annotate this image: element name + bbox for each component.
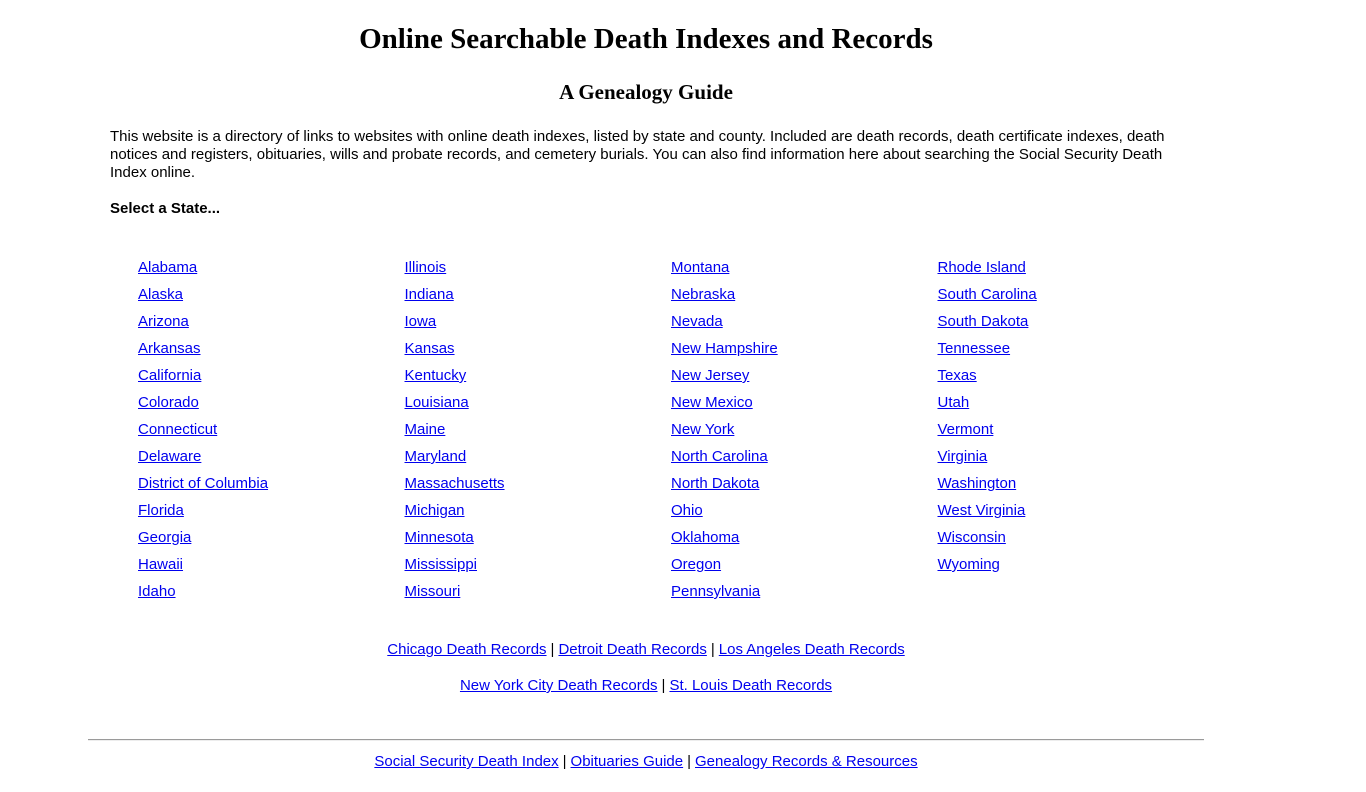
- state-link-montana[interactable]: Montana: [671, 259, 730, 276]
- state-link-north-carolina[interactable]: North Carolina: [671, 448, 768, 465]
- state-link-georgia[interactable]: Georgia: [138, 529, 192, 546]
- state-link-ohio[interactable]: Ohio: [671, 502, 703, 519]
- state-link-connecticut[interactable]: Connecticut: [138, 421, 218, 438]
- state-link-indiana[interactable]: Indiana: [404, 286, 454, 303]
- state-link-washington[interactable]: Washington: [937, 475, 1017, 492]
- state-row: [138, 335, 405, 362]
- state-row: [138, 308, 405, 335]
- state-row: [138, 389, 405, 416]
- state-row: [138, 524, 405, 551]
- state-row: [405, 254, 672, 281]
- state-link-new-hampshire[interactable]: New Hampshire: [671, 340, 778, 357]
- select-state-heading: Select a State...: [110, 200, 221, 217]
- state-link-mississippi[interactable]: Mississippi: [404, 556, 478, 573]
- state-link-new-mexico[interactable]: New Mexico: [671, 394, 753, 411]
- state-row: [938, 335, 1205, 362]
- city-link-detroit[interactable]: Detroit Death Records: [558, 641, 707, 658]
- state-link-north-dakota[interactable]: North Dakota: [671, 475, 760, 492]
- state-row: [405, 551, 672, 578]
- state-row: [138, 443, 405, 470]
- state-row: [405, 524, 672, 551]
- state-row: [405, 578, 672, 605]
- state-row: [138, 551, 405, 578]
- state-link-wyoming[interactable]: Wyoming: [937, 556, 1000, 573]
- state-row: [938, 497, 1205, 524]
- state-link-kansas[interactable]: Kansas: [404, 340, 455, 357]
- state-link-idaho[interactable]: Idaho: [138, 583, 176, 600]
- state-link-nevada[interactable]: Nevada: [671, 313, 723, 330]
- state-row: [138, 254, 405, 281]
- state-link-missouri[interactable]: Missouri: [404, 583, 461, 600]
- state-link-maryland[interactable]: Maryland: [404, 448, 467, 465]
- state-link-west-virginia[interactable]: West Virginia: [937, 502, 1026, 519]
- footer-link-social-security-death-index[interactable]: Social Security Death Index: [374, 753, 559, 770]
- state-row: [405, 281, 672, 308]
- state-row: [671, 281, 938, 308]
- separator: |: [562, 753, 567, 770]
- state-link-virginia[interactable]: Virginia: [937, 448, 988, 465]
- separator: |: [687, 753, 691, 770]
- state-row: [405, 335, 672, 362]
- state-column-1: [138, 254, 405, 605]
- page-subtitle: A Genealogy Guide: [559, 80, 733, 104]
- footer-link-obituaries-guide[interactable]: Obituaries Guide: [570, 753, 684, 770]
- footer-link-genealogy-records-resources[interactable]: Genealogy Records & Resources: [695, 753, 918, 770]
- state-row: [938, 470, 1205, 497]
- state-link-tennessee[interactable]: Tennessee: [937, 340, 1011, 357]
- state-row: [671, 308, 938, 335]
- state-link-hawaii[interactable]: Hawaii: [138, 556, 184, 573]
- intro-paragraph: This website is a directory of links to websites with online death indexes, listed by state and county. Included are death records, death certificate indexes, death notices and registers, obituaries, wills and probate records, and cemetery burials. You can also find information here about searching the Social Security Death Index online.: [110, 128, 1165, 181]
- state-link-district-of-columbia[interactable]: District of Columbia: [138, 475, 269, 492]
- state-link-oklahoma[interactable]: Oklahoma: [671, 529, 740, 546]
- state-row: [405, 470, 672, 497]
- state-link-wisconsin[interactable]: Wisconsin: [937, 529, 1006, 546]
- state-column-3: [671, 254, 938, 605]
- state-link-california[interactable]: California: [138, 367, 202, 384]
- state-row: [938, 389, 1205, 416]
- state-link-delaware[interactable]: Delaware: [138, 448, 202, 465]
- separator: |: [710, 641, 715, 658]
- state-link-alaska[interactable]: Alaska: [138, 286, 184, 303]
- state-link-south-carolina[interactable]: South Carolina: [937, 286, 1037, 303]
- state-link-colorado[interactable]: Colorado: [138, 394, 199, 411]
- state-row: [671, 551, 938, 578]
- state-link-pennsylvania[interactable]: Pennsylvania: [671, 583, 761, 600]
- state-row: [405, 308, 672, 335]
- city-links-row-1: [88, 641, 1204, 659]
- state-row: [938, 362, 1205, 389]
- state-link-utah[interactable]: Utah: [937, 394, 970, 411]
- state-link-arizona[interactable]: Arizona: [138, 313, 189, 330]
- state-row: [138, 578, 405, 605]
- state-row: [671, 524, 938, 551]
- state-row: [938, 416, 1205, 443]
- state-row: [405, 362, 672, 389]
- state-row: [671, 470, 938, 497]
- state-row: [671, 443, 938, 470]
- state-row: [938, 254, 1205, 281]
- state-link-iowa[interactable]: Iowa: [404, 313, 437, 330]
- city-link-los-angeles[interactable]: Los Angeles Death Records: [718, 641, 905, 658]
- state-link-arkansas[interactable]: Arkansas: [138, 340, 201, 357]
- state-link-south-dakota[interactable]: South Dakota: [937, 313, 1029, 330]
- state-row: [938, 443, 1205, 470]
- state-row: [671, 362, 938, 389]
- state-row: [138, 362, 405, 389]
- state-link-grid: [138, 254, 1204, 605]
- state-row: [671, 335, 938, 362]
- state-row: [138, 497, 405, 524]
- city-link-st-louis[interactable]: St. Louis Death Records: [669, 677, 833, 694]
- state-row: [671, 389, 938, 416]
- state-row: [938, 281, 1205, 308]
- state-link-florida[interactable]: Florida: [138, 502, 184, 519]
- state-row: [138, 470, 405, 497]
- state-row: [405, 443, 672, 470]
- state-link-nebraska[interactable]: Nebraska: [671, 286, 736, 303]
- state-row: [938, 524, 1205, 551]
- separator: |: [661, 677, 666, 694]
- state-link-new-jersey[interactable]: New Jersey: [671, 367, 750, 384]
- state-link-alabama[interactable]: Alabama: [138, 259, 198, 276]
- state-row: [671, 497, 938, 524]
- state-row: [671, 254, 938, 281]
- state-row: [405, 497, 672, 524]
- footer-divider: [88, 739, 1204, 741]
- state-row: [671, 416, 938, 443]
- state-link-texas[interactable]: Texas: [937, 367, 977, 384]
- page-container: [88, 24, 1204, 771]
- state-row: [405, 389, 672, 416]
- state-link-illinois[interactable]: Illinois: [404, 259, 447, 276]
- city-link-chicago[interactable]: Chicago Death Records: [387, 641, 547, 658]
- state-column-2: [405, 254, 672, 605]
- separator: |: [550, 641, 555, 658]
- state-link-vermont[interactable]: Vermont: [937, 421, 994, 438]
- state-link-kentucky[interactable]: Kentucky: [404, 367, 467, 384]
- state-link-michigan[interactable]: Michigan: [404, 502, 465, 519]
- state-link-massachusetts[interactable]: Massachusetts: [404, 475, 505, 492]
- state-row: [938, 308, 1205, 335]
- city-link-new-york-city[interactable]: New York City Death Records: [459, 677, 658, 694]
- page-title: Online Searchable Death Indexes and Records: [359, 23, 933, 55]
- state-row: [138, 281, 405, 308]
- state-row: [138, 416, 405, 443]
- city-links-row-2: [88, 677, 1204, 695]
- state-link-oregon[interactable]: Oregon: [671, 556, 722, 573]
- state-row: [671, 578, 938, 605]
- state-link-rhode-island[interactable]: Rhode Island: [937, 259, 1026, 276]
- state-link-minnesota[interactable]: Minnesota: [404, 529, 474, 546]
- state-column-4: [938, 254, 1205, 605]
- state-link-louisiana[interactable]: Louisiana: [404, 394, 469, 411]
- footer-links-row: [88, 753, 1204, 771]
- state-link-new-york[interactable]: New York: [671, 421, 735, 438]
- state-row: [405, 416, 672, 443]
- state-row: [938, 551, 1205, 578]
- state-link-maine[interactable]: Maine: [404, 421, 446, 438]
